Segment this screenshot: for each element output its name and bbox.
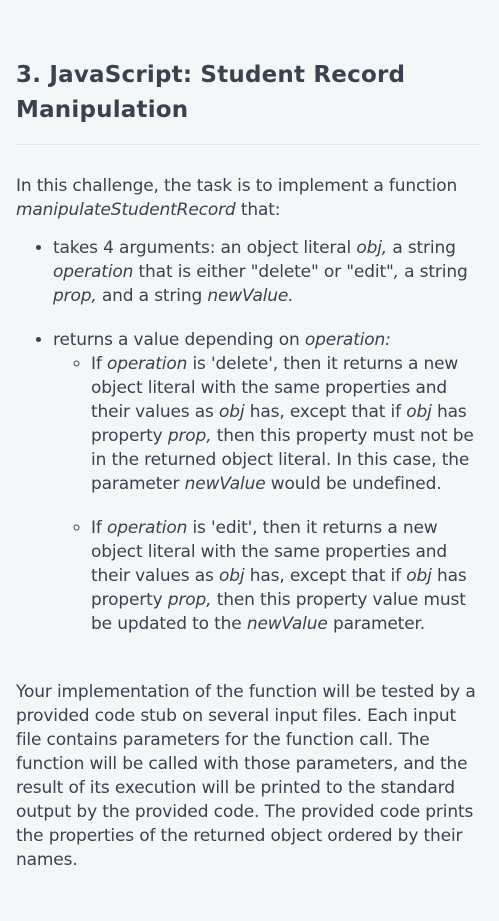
intro-text: In this challenge, the task is to implement a function	[16, 176, 458, 196]
bullet-text: takes 4 arguments: an object literal	[53, 238, 357, 258]
bullet-text: parameter.	[327, 614, 426, 634]
bullet-text: has property	[91, 566, 467, 610]
intro-paragraph	[16, 174, 483, 222]
bullet-text: then this property must not be in the returned object literal. In this case, the parameter	[91, 426, 474, 494]
bullet-text: would be undefined.	[265, 474, 442, 494]
bullet-text: has, except that if	[244, 402, 407, 422]
list-item	[53, 236, 483, 308]
bullet-text: a string	[398, 262, 468, 282]
bullet-text: that is either "delete" or "edit"	[133, 262, 394, 282]
param-name: operation	[106, 354, 188, 374]
param-name: obj,	[356, 238, 388, 258]
list-item	[53, 328, 483, 636]
list-item	[91, 516, 483, 636]
bullet-text: If	[91, 518, 107, 538]
bullet-text: is 'edit', then it returns a new object literal with the same properties and their values as	[91, 518, 448, 586]
bullet-text: has property	[91, 402, 467, 446]
requirements-list	[16, 236, 483, 636]
outro-paragraph: Your implementation of the function will be tested by a provided code stub on several input files. Each input file contains parameters for the function call. The function will be called with those parameters, and the result of its execution will be printed to the standard output by the provided code. The provided code prints the properties of the returned object ordered by their names.	[16, 682, 476, 870]
param-name: operation	[53, 262, 134, 282]
param-name: operation:	[304, 330, 391, 350]
param-name: ,	[393, 262, 399, 282]
list-item	[91, 352, 483, 496]
title-divider	[16, 144, 480, 145]
param-name: prop,	[167, 590, 212, 610]
intro-text-end: that:	[235, 200, 281, 220]
operation-cases-list	[53, 352, 483, 636]
param-name: newValue	[184, 474, 266, 494]
param-name: newValue	[246, 614, 328, 634]
param-name: prop,	[167, 426, 212, 446]
bullet-text: returns a value depending on	[53, 330, 305, 350]
function-name: manipulateStudentRecord	[16, 200, 236, 220]
param-name: newValue.	[207, 286, 294, 306]
bullet-text: then this property value must be updated to the	[91, 590, 466, 634]
param-name: obj	[219, 566, 245, 586]
param-name: operation	[106, 518, 188, 538]
bullet-text: and a string	[96, 286, 208, 306]
param-name: obj	[406, 402, 432, 422]
bullet-text: If	[91, 354, 107, 374]
bullet-text: a string	[387, 238, 456, 258]
param-name: prop,	[53, 286, 97, 306]
bullet-text: is 'delete', then it returns a new object literal with the same properties and their values as	[91, 354, 459, 422]
bullet-text: has, except that if	[244, 566, 407, 586]
page-title: 3. JavaScript: Student Record Manipulation	[16, 62, 406, 123]
param-name: obj	[406, 566, 432, 586]
param-name: obj	[219, 402, 245, 422]
